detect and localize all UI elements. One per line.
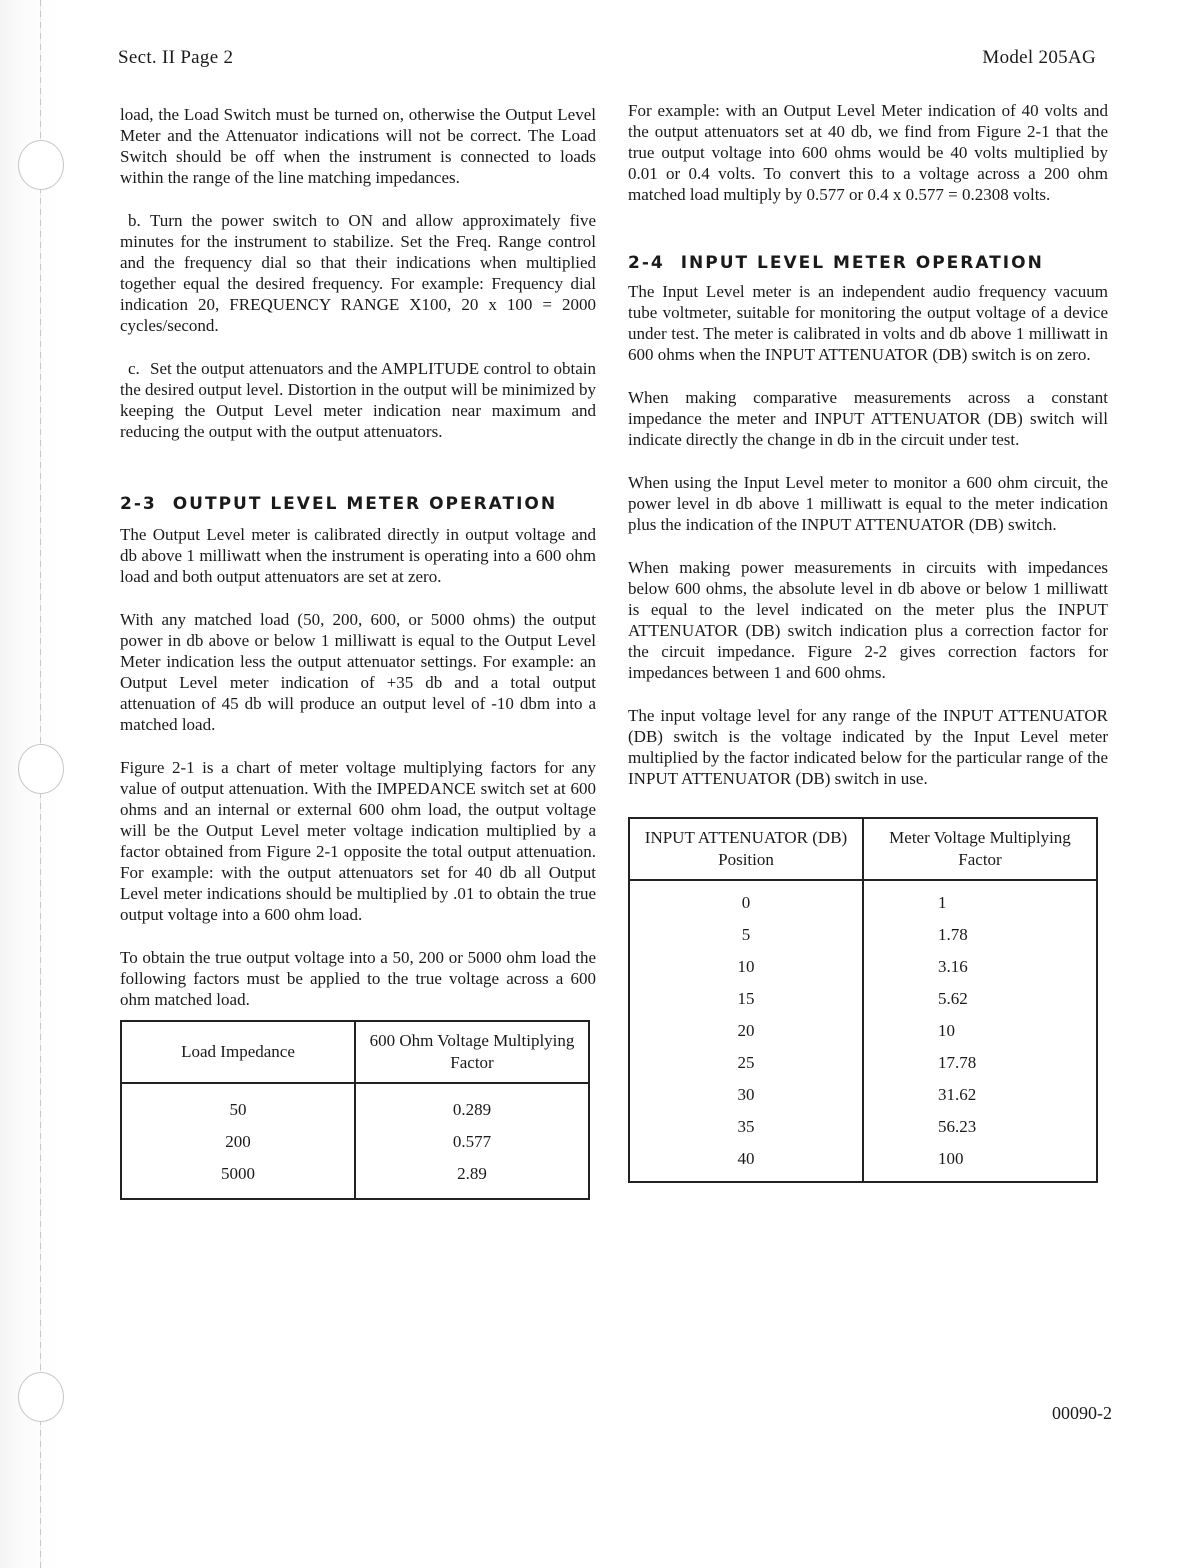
paragraph: Figure 2-1 is a chart of meter voltage multiplying factors for any value of output attenuation. With the IMPEDANCE switch set at 600 ohms and an internal or external 600 ohm load, the output voltage will be the Output Level meter voltage indication multiplied by a factor obtained from Figure 2-1 opposite the total output attenuation. For example: with the output attenuators set for 40 db all Output Level meter indications should be multiplied by .01 to obtain the true output voltage into a 600 ohm load. — [120, 758, 596, 924]
table-cell: 200 — [225, 1132, 251, 1151]
table-header-row — [629, 818, 1097, 880]
table-cell: 0.289 — [355, 1083, 589, 1126]
paragraph: With any matched load (50, 200, 600, or 5000 ohms) the output power in db above or below 1 milliwatt is equal to the Output Level Meter indication less the output attenuator settings. For example: an Output Level meter indication of +35 db and a total output attenuation of 45 db will produce an output level of -10 dbm into a matched load. — [120, 610, 596, 734]
section-number: 2-3 — [120, 494, 157, 514]
table-header-cell: Load Impedance — [121, 1021, 355, 1083]
table-header-row — [121, 1021, 589, 1083]
table-cell: 15 — [737, 989, 755, 1008]
step-text: Turn the power switch to ON and allow approximately five minutes for the instrument to stabilize. Set the Freq. Range control and the frequency dial so that their indications when multiplied together equal the desired frequency. For example: Frequency dial indication 20, FREQUENCY RANGE X100, 20 x 100 = 2000 cycles/second. — [120, 211, 596, 335]
intro-paragraph: load, the Load Switch must be turned on, otherwise the Output Level Meter and the Attenuator indications will not be correct. The Load Switch should be off when the instrument is connected to loads within the range of the line matching impedances. — [120, 105, 596, 187]
table-cell: 2.89 — [355, 1158, 589, 1199]
paragraph: When making power measurements in circuits with impedances below 600 ohms, the absolute level in db above or below 1 milliwatt is equal to the level indicated on the meter plus the INPUT ATTENUATOR (DB) switch indication plus a correction factor for the circuit impedance. Figure 2-2 gives correction factors for impedances between 1 and 600 ohms. — [628, 558, 1108, 682]
table-cell: 50 — [229, 1100, 247, 1119]
table-cell: 31.62 — [863, 1079, 1097, 1111]
table-cell: 25 — [737, 1053, 755, 1072]
table-row — [629, 880, 1097, 919]
table-cell: 0 — [741, 893, 751, 912]
table-row — [629, 1015, 1097, 1047]
table-row — [629, 919, 1097, 951]
table-cell: 1 — [863, 880, 1097, 919]
table-cell: 3.16 — [863, 951, 1097, 983]
section-number: 2-4 — [628, 253, 665, 273]
table-cell: 1.78 — [863, 919, 1097, 951]
paragraph: When using the Input Level meter to monitor a 600 ohm circuit, the power level in db above 1 milliwatt is equal to the meter indication plus the indication of the INPUT ATTENUATOR (DB) switch. — [628, 473, 1108, 534]
table-row — [629, 1079, 1097, 1111]
punch-hole-bottom — [18, 1372, 64, 1422]
paragraph: To obtain the true output voltage into a 50, 200 or 5000 ohm load the following factors must be applied to the true voltage across a 600 ohm matched load. — [120, 948, 596, 1009]
step-text: Set the output attenuators and the AMPLITUDE control to obtain the desired output level. Distortion in the output will be minimized by keeping the Output Level meter indication near maximum and reducing the output with the output attenuators. — [120, 359, 596, 441]
table-cell: 100 — [863, 1143, 1097, 1182]
table-cell: 17.78 — [863, 1047, 1097, 1079]
table-header-cell: 600 Ohm Voltage Multiplying Factor — [355, 1021, 589, 1083]
binding-edge — [0, 0, 58, 1568]
table-row — [629, 1143, 1097, 1182]
input-attenuator-table — [628, 817, 1098, 1183]
page-header-section: Sect. II Page 2 — [118, 47, 234, 68]
table-cell: 56.23 — [863, 1111, 1097, 1143]
paragraph: The Input Level meter is an independent audio frequency vacuum tube voltmeter, suitable for monitoring the output voltage of a device under test. The meter is calibrated in volts and db above 1 milliwatt in 600 ohms when the INPUT ATTENUATOR (DB) switch is on zero. — [628, 282, 1108, 364]
paragraph: When making comparative measurements across a constant impedance the meter and INPUT ATTENUATOR (DB) switch will indicate directly the change in db in the circuit under test. — [628, 388, 1108, 449]
table-cell: 5000 — [221, 1164, 255, 1183]
page-header-model: Model 205AG — [982, 47, 1096, 68]
table-row — [121, 1158, 589, 1199]
right-column — [628, 100, 1108, 1183]
step-c — [120, 358, 596, 442]
punch-hole-top — [18, 140, 64, 190]
paragraph: The Output Level meter is calibrated directly in output voltage and db above 1 milliwatt when the instrument is operating into a 600 ohm load and both output attenuators are set at zero. — [120, 525, 596, 586]
table-cell: 20 — [737, 1021, 755, 1040]
paragraph: The input voltage level for any range of the INPUT ATTENUATOR (DB) switch is the voltage indicated by the Input Level meter multiplied by the factor indicated below for the particular range of the INPUT ATTENUATOR (DB) switch in use. — [628, 706, 1108, 788]
section-title: OUTPUT LEVEL METER OPERATION — [172, 494, 558, 514]
table-cell: 10 — [863, 1015, 1097, 1047]
step-label: b. — [128, 211, 141, 230]
table-cell: 5.62 — [863, 983, 1097, 1015]
table-row — [629, 1047, 1097, 1079]
section-heading-2-4 — [628, 253, 1108, 273]
punch-hole-middle — [18, 744, 64, 794]
table-cell: 30 — [737, 1085, 755, 1104]
section-title: INPUT LEVEL METER OPERATION — [680, 253, 1044, 273]
load-impedance-table — [120, 1020, 590, 1200]
table-row — [121, 1126, 589, 1158]
table-cell: 5 — [741, 925, 751, 944]
table-cell: 0.577 — [355, 1126, 589, 1158]
document-number: 00090-2 — [1052, 1403, 1112, 1423]
table-row — [629, 951, 1097, 983]
step-b — [120, 210, 596, 336]
table-header-cell: INPUT ATTENUATOR (DB) Position — [629, 818, 863, 880]
table-row — [629, 983, 1097, 1015]
table-row — [121, 1083, 589, 1126]
step-label: c. — [128, 359, 140, 378]
left-column — [120, 104, 596, 1200]
table-row — [629, 1111, 1097, 1143]
section-heading-2-3 — [120, 494, 596, 514]
table-cell: 35 — [737, 1117, 755, 1136]
table-cell: 10 — [737, 957, 755, 976]
table-cell: 40 — [737, 1149, 755, 1168]
table-header-cell: Meter Voltage Multiplying Factor — [863, 818, 1097, 880]
example-paragraph: For example: with an Output Level Meter indication of 40 volts and the output attenuators set at 40 db, we find from Figure 2-1 that the true output voltage into 600 ohms would be 40 volts multiplied by 0.01 or 0.4 volts. To convert this to a voltage across a 200 ohm matched load multiply by 0.577 or 0.4 x 0.577 = 0.2308 volts. — [628, 101, 1108, 204]
